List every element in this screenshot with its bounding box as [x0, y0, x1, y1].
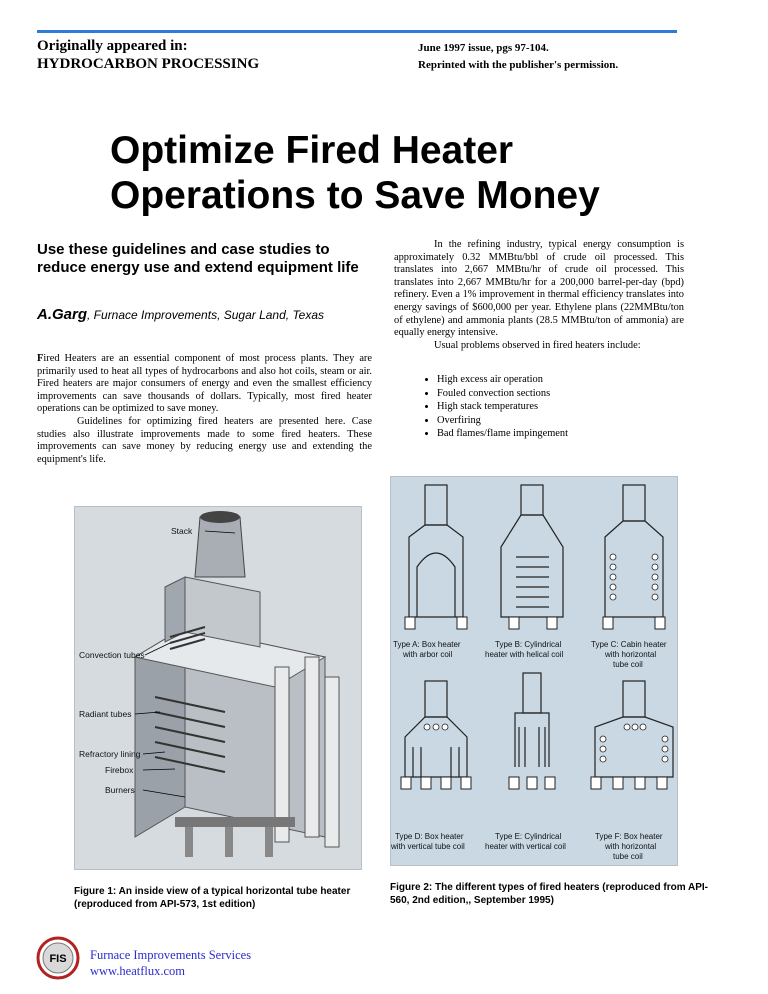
footer-company	[90, 947, 251, 979]
label-convection-tubes: Convection tubes	[79, 650, 145, 660]
figure-1-image	[74, 506, 362, 870]
label-stack: Stack	[171, 526, 193, 536]
logo-text: FIS	[49, 953, 67, 965]
type-e-label-1: Type E: Cylindrical	[495, 832, 562, 841]
article-title	[110, 128, 730, 218]
author-affiliation: , Furnace Improvements, Sugar Land, Texas	[87, 308, 325, 322]
type-b-label-2: heater with helical coil	[485, 650, 564, 659]
header-issue-line2: Reprinted with the publisher's permission.	[418, 59, 619, 71]
header-rule	[37, 30, 677, 33]
type-f-label-1: Type F: Box heater	[595, 832, 663, 841]
type-c-label-2: with horizontal	[605, 650, 657, 659]
article-title-line1: Optimize Fired Heater	[110, 129, 514, 172]
label-burners: Burners	[105, 785, 135, 795]
header-issue	[418, 40, 618, 74]
problem-list	[400, 373, 568, 441]
header-source-line1: Originally appeared in:	[37, 38, 188, 54]
body-paragraph: Guidelines for optimizing fired heaters are presented here. Case studies also illustrate improvements made to some fired heaters. These improvements can save money by reducing energy use and extending the equipment's life.	[37, 415, 372, 465]
article-title-line2: Operations to Save Money	[110, 174, 600, 217]
type-c-label-1: Type C: Cabin heater	[591, 640, 667, 649]
header-source	[37, 37, 259, 73]
author-line	[37, 306, 377, 324]
heater-types-diagram	[391, 477, 677, 865]
type-d-label-1: Type D: Box heater	[395, 832, 464, 841]
label-radiant-tubes: Radiant tubes	[79, 709, 132, 719]
type-d-label-2: with vertical tube coil	[391, 842, 465, 851]
fis-logo	[36, 936, 80, 980]
drop-cap: F	[37, 353, 44, 364]
label-firebox: Firebox	[105, 765, 134, 775]
figure-1-caption: Figure 1: An inside view of a typical horizontal tube heater (reproduced from API-573, 1st edition)	[74, 886, 351, 910]
header-source-line2: HYDROCARBON PROCESSING	[37, 56, 260, 72]
list-item: • High stack temperatures	[437, 400, 568, 414]
author-name: A.Garg	[37, 306, 88, 323]
body-paragraph: In the refining industry, typical energy consumption is approximately 0.32 MMBtu/bbl of crude oil processed. This translates into 2,667 MMBtu/hr of crude oil processed. This translates into 2,667 MMBtu/hr for a 200,000 barrel-per-day (bpd) refinery. Even a 1% improvement in thermal efficiency translates into energy savings of $600,000 per year. Ethylene plans (22MMBtu/ton of ethylene) and ammonia plants (28.5 MMBtu/ton of ammonia) are equally energy intensive.	[394, 239, 684, 339]
figure-2-caption: Figure 2: The different types of fired heaters (reproduced from API-560, 2nd edition,, September 1995)	[390, 882, 709, 906]
header-issue-line1: June 1997 issue, pgs 97-104.	[418, 42, 549, 54]
body-column-left	[37, 353, 372, 466]
body-paragraph-text: ired Heaters are an essential component of most process plants. They are primarily used to heat all types of hydrocarbons and also hot coils, steam or air. Fired heaters are major consumers of energy and even the smallest efficiency improvements can save thousands of dollars. Typically, most fired heater operations can be optimized to save money.	[37, 353, 372, 415]
body-paragraph: Usual problems observed in fired heaters include:	[434, 339, 641, 351]
figure-2-image	[390, 476, 678, 866]
type-a-label-1: Type A: Box heater	[393, 640, 461, 649]
heater-illustration	[75, 507, 361, 869]
company-name: Furnace Improvements Services	[90, 948, 252, 962]
type-a-label-2: with arbor coil	[403, 650, 453, 659]
label-refractory-lining: Refractory lining	[79, 749, 141, 759]
body-column-right	[394, 239, 684, 352]
article-subtitle: Use these guidelines and case studies to reduce energy use and extend equipment life	[37, 241, 359, 276]
company-url-link[interactable]: www.heatflux.com	[90, 964, 185, 978]
type-f-label-2: with horizontal	[605, 842, 657, 851]
type-f-label-3: tube coil	[613, 852, 643, 861]
list-item: • High excess air operation	[437, 373, 568, 387]
list-item: • Overfiring	[437, 414, 568, 428]
type-c-label-3: tube coil	[613, 660, 643, 669]
list-item: • Bad flames/flame impingement	[437, 427, 568, 441]
type-e-label-2: heater with vertical coil	[485, 842, 566, 851]
list-item: • Fouled convection sections	[437, 387, 568, 401]
body-paragraph	[37, 353, 372, 416]
type-b-label-1: Type B: Cylindrical	[495, 640, 562, 649]
